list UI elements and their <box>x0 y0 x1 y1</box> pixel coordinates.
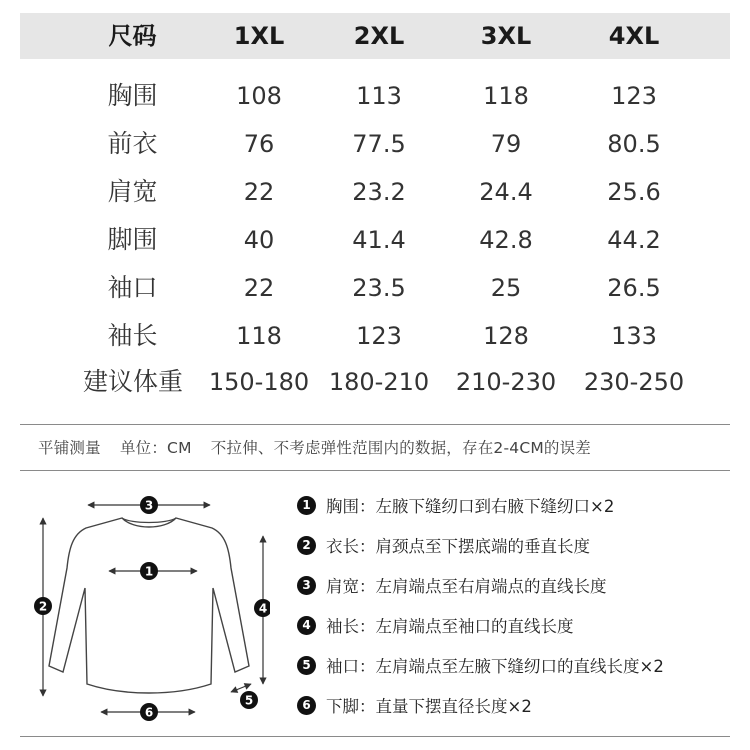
svg-text:5: 5 <box>244 693 254 708</box>
row-hem <box>0 218 750 262</box>
row-label: 袖口 <box>107 273 158 302</box>
row-shoulder <box>0 170 750 214</box>
legend-text: 袖口：左肩端点至左腋下缝纫口的直线长度×2 <box>326 657 664 676</box>
legend-number: 1 <box>297 496 316 515</box>
cell-value: 230-250 <box>583 368 685 396</box>
svg-text:2: 2 <box>38 599 48 614</box>
cell-value: 113 <box>356 82 402 110</box>
cell-value: 23.2 <box>352 178 406 206</box>
header-4xl: 4XL <box>608 22 660 50</box>
cell-value: 44.2 <box>607 226 661 254</box>
cell-value: 79 <box>490 130 522 158</box>
cell-value: 76 <box>243 130 275 158</box>
cell-value: 118 <box>483 82 529 110</box>
legend-text: 肩宽：左肩端点至右肩端点的直线长度 <box>326 577 607 596</box>
legend-number: 3 <box>297 576 316 595</box>
header-size: 尺码 <box>108 22 157 50</box>
cell-value: 108 <box>236 82 282 110</box>
row-chest <box>0 74 750 118</box>
cuff-arrow <box>231 684 251 692</box>
row-label: 前衣 <box>107 129 158 158</box>
cell-value: 150-180 <box>208 368 310 396</box>
cell-value: 40 <box>243 226 275 254</box>
row-label: 脚围 <box>107 225 158 254</box>
shirt-diagram <box>25 488 270 728</box>
cell-value: 41.4 <box>352 226 406 254</box>
svg-text:3: 3 <box>144 498 154 513</box>
measure-note <box>38 436 605 458</box>
divider-top <box>20 424 730 425</box>
cell-value: 42.8 <box>479 226 533 254</box>
legend-item-length <box>297 530 747 570</box>
svg-text:6: 6 <box>144 705 154 720</box>
cell-value: 23.5 <box>352 274 406 302</box>
legend-item-hem <box>297 690 747 730</box>
cell-value: 25 <box>490 274 522 302</box>
legend-text: 胸围：左腋下缝纫口到右腋下缝纫口×2 <box>326 497 615 516</box>
cell-value: 25.6 <box>607 178 661 206</box>
header-3xl: 3XL <box>480 22 532 50</box>
marker-1 <box>140 562 158 580</box>
row-label: 建议体重 <box>82 367 183 396</box>
row-label: 胸围 <box>107 81 158 110</box>
shirt-collar <box>122 518 176 523</box>
cell-value: 123 <box>611 82 657 110</box>
legend-text: 袖长：左肩端点至袖口的直线长度 <box>326 617 574 636</box>
note-method: 平铺测量 <box>38 439 101 457</box>
cell-value: 22 <box>243 178 275 206</box>
divider-bottom <box>20 736 730 737</box>
legend-number: 5 <box>297 656 316 675</box>
marker-2 <box>34 597 52 615</box>
legend-text: 衣长：肩颈点至下摆底端的垂直长度 <box>326 537 590 556</box>
measurement-legend <box>297 490 747 730</box>
cell-value: 210-230 <box>455 368 557 396</box>
note-disclaimer: 不拉伸、不考虑弹性范围内的数据，存在2-4CM的误差 <box>210 439 592 457</box>
row-label: 袖长 <box>107 321 158 350</box>
header-2xl: 2XL <box>353 22 405 50</box>
row-label: 肩宽 <box>107 177 158 206</box>
row-weight <box>0 360 750 404</box>
marker-5 <box>240 691 258 709</box>
row-cuff <box>0 266 750 310</box>
legend-number: 6 <box>297 696 316 715</box>
legend-item-cuff <box>297 650 747 690</box>
cell-value: 128 <box>483 322 529 350</box>
cell-value: 77.5 <box>352 130 406 158</box>
cell-value: 80.5 <box>607 130 661 158</box>
cell-value: 180-210 <box>328 368 430 396</box>
legend-item-sleeve <box>297 610 747 650</box>
header-1xl: 1XL <box>233 22 285 50</box>
svg-text:1: 1 <box>144 564 154 579</box>
legend-number: 2 <box>297 536 316 555</box>
legend-item-chest <box>297 490 747 530</box>
legend-number: 4 <box>297 616 316 635</box>
cell-value: 24.4 <box>479 178 533 206</box>
marker-6 <box>140 703 158 721</box>
cell-value: 133 <box>611 322 657 350</box>
cell-value: 118 <box>236 322 282 350</box>
legend-text: 下脚：直量下摆直径长度×2 <box>326 697 532 716</box>
svg-text:4: 4 <box>258 601 268 616</box>
marker-3 <box>140 496 158 514</box>
legend-item-shoulder <box>297 570 747 610</box>
cell-value: 123 <box>356 322 402 350</box>
note-unit: 单位：CM <box>119 439 192 457</box>
cell-value: 26.5 <box>607 274 661 302</box>
cell-value: 22 <box>243 274 275 302</box>
divider-middle <box>20 470 730 471</box>
marker-4 <box>254 599 270 617</box>
row-sleeve <box>0 314 750 358</box>
shirt-outline <box>49 518 249 693</box>
row-front-length <box>0 122 750 166</box>
